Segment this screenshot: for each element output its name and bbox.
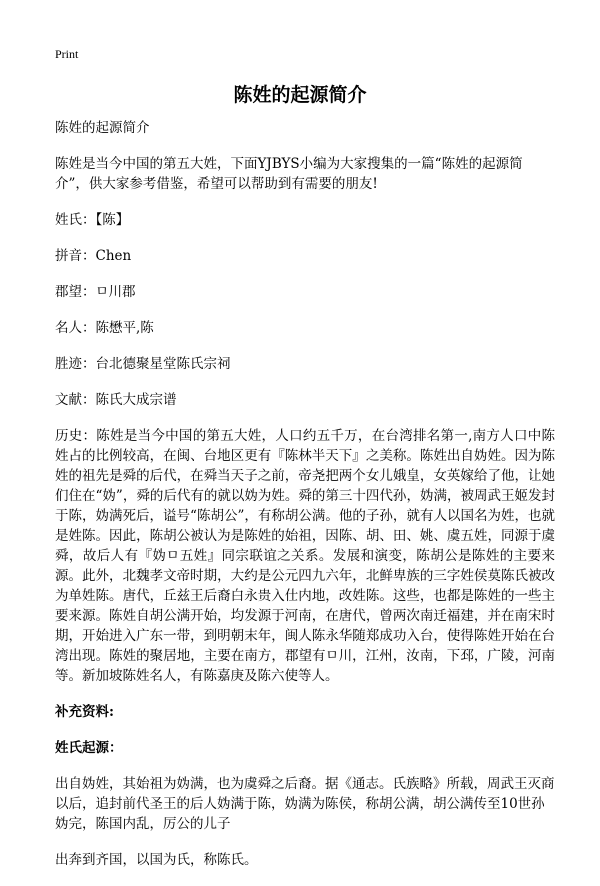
supplement-heading: 补充资料: xyxy=(55,704,114,720)
article-body xyxy=(55,118,555,886)
field-value: ㅁ川郡 xyxy=(95,284,136,300)
print-label[interactable]: Print xyxy=(55,47,79,61)
field-label: 姓氏： xyxy=(55,212,96,228)
field-value: 陈氏大成宗谱 xyxy=(95,392,177,408)
field-celebrities xyxy=(55,318,555,338)
origin-heading: 姓氏起源： xyxy=(55,740,123,756)
field-pinyin xyxy=(55,246,555,266)
article-subtitle: 陈姓的起源简介 xyxy=(55,120,150,136)
field-label: 文献： xyxy=(55,392,96,408)
closing-paragraph: 出奔到齐国，以国为氏，称陈氏。 xyxy=(55,852,258,868)
field-label: 名人： xyxy=(55,320,96,336)
field-landmark xyxy=(55,354,555,374)
field-literature xyxy=(55,390,555,410)
field-value: 陈懋平,陈 xyxy=(95,320,154,336)
field-commandery xyxy=(55,282,555,302)
page-title: 陈姓的起源简介 xyxy=(233,84,367,106)
field-value: Chen xyxy=(95,248,132,264)
intro-paragraph: 陈姓是当今中国的第五大姓，下面YJBYS小编为大家搜集的一篇“陈姓的起源简介”，供大家参考借鉴，希望可以帮助到有需要的朋友! xyxy=(55,156,523,192)
field-label: 郡望： xyxy=(55,284,96,300)
field-label: 拼音： xyxy=(55,248,96,264)
field-surname xyxy=(55,210,555,230)
origin-paragraph: 出自妫姓，其始祖为妫满，也为虞舜之后裔。据《通志。氏族略》所载，周武王灭商以后，追封前代圣王的后人妫满于陈，妫满为陈侯，称胡公满，胡公满传至10世孙妫完，陈国内乱，厉公的儿子 xyxy=(55,776,555,832)
field-value: 台北德聚星堂陈氏宗祠 xyxy=(95,356,231,372)
field-label: 胜迹： xyxy=(55,356,96,372)
history-paragraph: 历史：陈姓是当今中国的第五大姓，人口约五千万，在台湾排名第一,南方人口中陈姓占的比例较高，在闽、台地区更有『陈林半天下』之美称。陈姓出自妫姓。因为陈姓的祖先是舜的后代，在舜当天子之前，帝尧把两个女儿娥皇，女英嫁给了他，让她们住在“妫”，舜的后代有的就以妫为姓。舜的第三十四代孙，妫满，被周武王姬发封于陈，妫满死后，谥号“陈胡公”，有称胡公满。他的子孙，就有人以国名为姓，也就是姓陈。因此，陈胡公被认为是陈姓的始祖，因陈、胡、田、姚、虞五姓，同源于虞舜，故后人有『妫ㅁ五姓』同宗联谊之关系。发展和演变，陈胡公是陈姓的主要来源。此外，北魏孝文帝时期，大约是公元四九六年，北鲜卑族的三字姓侯莫陈氏被改为单姓陈。唐代，丘兹王后裔白永贵入仕内地，改姓陈。这些，也都是陈姓的一些主要来源。陈姓自胡公满开始，均发源于河南，在唐代，曾两次南迁福建，并在南宋时期，开始进入广东一带，到明朝末年，闽人陈永华随郑成功入台，使得陈姓开始在台湾出现。陈姓的聚居地，主要在南方，郡望有ㅁ川，江州，汝南，下邳，广陵，河南等。新加坡陈姓名人，有陈嘉庚及陈六使等人。 xyxy=(55,428,555,684)
field-value: 【陈】 xyxy=(95,212,130,228)
